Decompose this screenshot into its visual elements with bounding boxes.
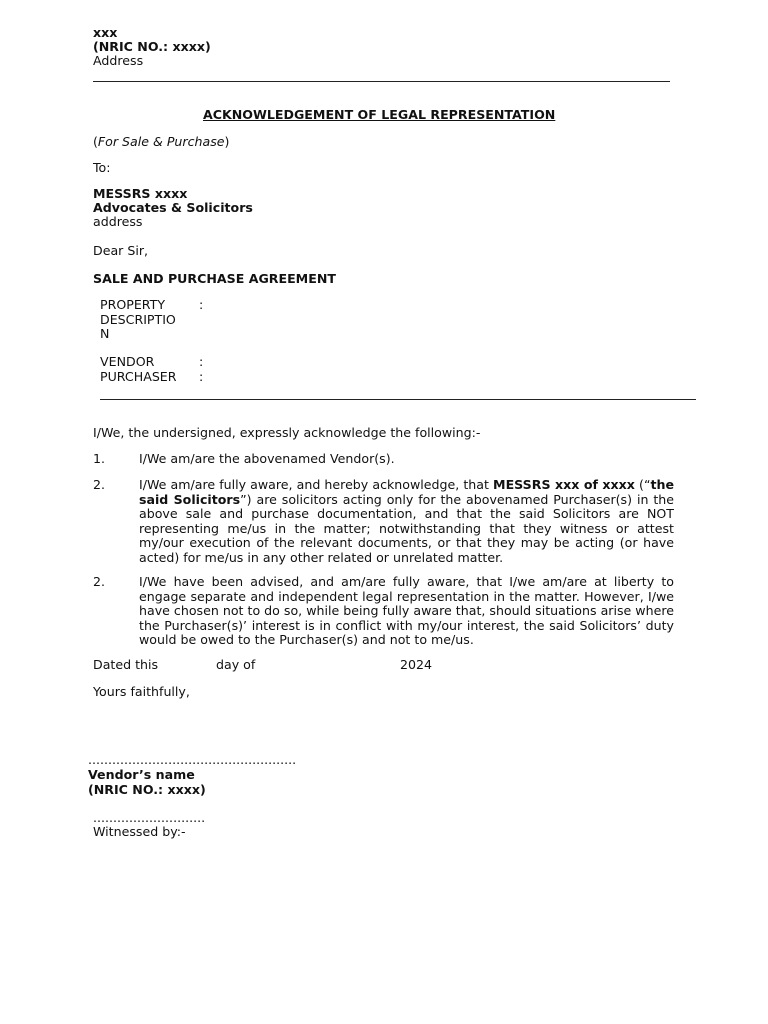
sender-address: Address xyxy=(93,53,144,68)
sender-nric: (NRIC NO.: xxxx) xyxy=(93,39,211,54)
dated-day-of: day of xyxy=(216,657,256,672)
vendor-colon: : xyxy=(199,354,204,369)
document-title: ACKNOWLEDGEMENT OF LEGAL REPRESENTATION xyxy=(203,107,556,122)
item-text: I/We am/are fully aware, and hereby acknowledge, that MESSRS xxx of xxxx (“the said Solicitors”) are solicitors acting only for the abovenamed Purchaser(s) in the above sale and purchase documentation, and that the said Solicitors are NOT representing me/us in the matter; notwithstanding that they witness or attest my/our execution of the relevant documents, or that they may be acting (or have acted) for me/us in any other related or unrelated matter. xyxy=(139,477,675,565)
item-number: 2. xyxy=(93,574,106,589)
intro-text: I/We, the undersigned, expressly acknowledge the following:- xyxy=(93,425,481,440)
dated-label: Dated this xyxy=(93,657,159,672)
item-number: 2. xyxy=(93,477,106,492)
recipient-name: MESSRS xxxx xyxy=(93,186,188,201)
sender-name: xxx xyxy=(93,25,118,40)
purchaser-colon: : xyxy=(199,369,204,384)
purchaser-label: PURCHASER xyxy=(100,369,177,384)
signature-line: .................................................... xyxy=(88,752,297,767)
witness-label: Witnessed by:- xyxy=(93,824,186,839)
witness-signature-line: ............................ xyxy=(93,810,206,825)
dated-year: 2024 xyxy=(400,657,433,672)
item-number: 1. xyxy=(93,451,106,466)
item-text: I/We am/are the abovenamed Vendor(s). xyxy=(139,451,395,466)
property-colon: : xyxy=(199,297,204,312)
vendor-nric: (NRIC NO.: xxxx) xyxy=(88,782,206,797)
vendor-name: Vendor’s name xyxy=(88,767,195,782)
to-label: To: xyxy=(93,160,111,175)
salutation: Dear Sir, xyxy=(93,243,149,258)
closing-text: Yours faithfully, xyxy=(93,684,190,699)
recipient-address: address xyxy=(93,214,143,229)
header-divider xyxy=(93,81,670,82)
vendor-label: VENDOR xyxy=(100,354,155,369)
item-text: I/We have been advised, and am/are fully aware, that I/we am/are at liberty to engage separate and independent legal representation in the matter. However, I/we have chosen not to do so, while being fully aware that, should situations arise where the Purchaser(s)’ interest is in conflict with my/our interest, the said Solicitors’ duty would be owed to the Purchaser(s) and not to me/us. xyxy=(139,574,674,648)
property-label: PROPERTY DESCRIPTIO N xyxy=(100,297,176,342)
subject-heading: SALE AND PURCHASE AGREEMENT xyxy=(93,271,336,286)
details-divider xyxy=(100,399,696,400)
recipient-role: Advocates & Solicitors xyxy=(93,200,253,215)
document-subtitle: (For Sale & Purchase) xyxy=(93,134,230,149)
